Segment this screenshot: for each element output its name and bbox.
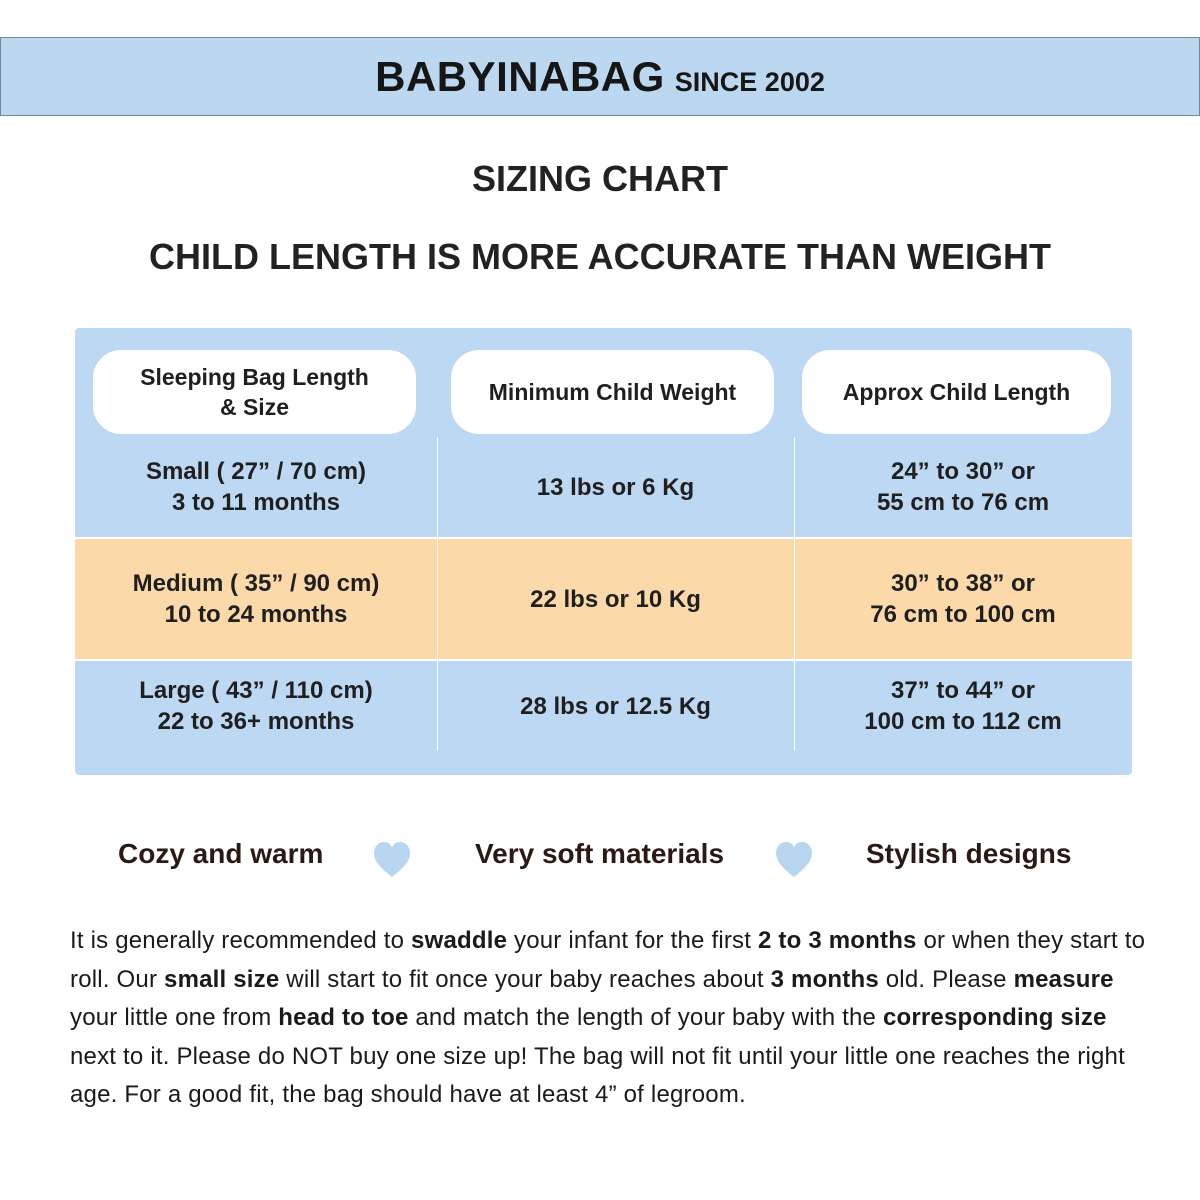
feature-cozy: Cozy and warm (118, 838, 324, 869)
advice-emphasis: small size (164, 965, 280, 993)
advice-text: your little one from (70, 1004, 279, 1031)
advice-emphasis: corresponding size (882, 1004, 1107, 1031)
table-row-medium (75, 539, 1132, 659)
advice-text: next to it. Please do NOT buy one size up! The bag will not fit until your little one reaches the right age. For a good fit, the bag should have at least 4” of legroom. (70, 1042, 1125, 1108)
advice-emphasis: 3 months (770, 965, 879, 993)
advice-text: and match the length of your baby with the (408, 1004, 883, 1031)
weight-value: 28 lbs or 12.5 Kg (520, 692, 711, 720)
advice-text: your infant for the first (507, 927, 758, 954)
feature-stylish: Stylish designs (866, 838, 1072, 869)
length-inches: 24” to 30” or (890, 458, 1036, 485)
advice-emphasis: 2 to 3 months (757, 927, 917, 954)
heart-icon (774, 840, 814, 880)
age-range: 3 to 11 months (171, 489, 341, 516)
header-length (802, 350, 1111, 434)
weight-value: 13 lbs or 6 Kg (536, 473, 695, 501)
column-divider (794, 437, 795, 751)
cell-length (794, 661, 1132, 751)
advice-emphasis: measure (1013, 965, 1114, 993)
length-cm: 55 cm to 76 cm (876, 489, 1050, 516)
cell-weight (437, 661, 794, 751)
length-cm: 76 cm to 100 cm (870, 601, 1056, 628)
cell-length (794, 437, 1132, 537)
header-size-line2: & Size (219, 394, 289, 420)
size-label: Medium ( 35” / 90 cm) (132, 570, 380, 597)
advice-emphasis: head to toe (278, 1004, 409, 1031)
header-size (93, 350, 416, 434)
advice-emphasis: swaddle (411, 927, 508, 954)
sizing-chart-title: SIZING CHART (472, 158, 728, 199)
cell-weight (437, 437, 794, 537)
size-label: Small ( 27” / 70 cm) (145, 458, 367, 485)
column-divider (437, 437, 438, 751)
cell-weight (437, 539, 794, 659)
brand-banner (0, 37, 1200, 116)
age-range: 10 to 24 months (164, 601, 348, 628)
table-row-small (75, 437, 1132, 537)
header-length-label: Approx Child Length (842, 379, 1071, 405)
header-size-line1: Sleeping Bag Length (140, 364, 369, 390)
feature-soft: Very soft materials (475, 838, 725, 869)
advice-text: or when they start to roll. Our (70, 927, 1146, 993)
length-inches: 37” to 44” or (890, 677, 1036, 704)
brand-since: SINCE 2002 (674, 67, 825, 97)
advice-text: It is generally recommended to (70, 927, 412, 954)
length-cm: 100 cm to 112 cm (864, 708, 1062, 735)
size-label: Large ( 43” / 110 cm) (139, 677, 373, 704)
brand-name: BABYINABAG (375, 52, 665, 100)
sizing-table (75, 328, 1132, 775)
weight-value: 22 lbs or 10 Kg (530, 585, 701, 613)
header-weight-label: Minimum Child Weight (488, 379, 737, 405)
cell-size (75, 437, 437, 537)
cell-length (794, 539, 1132, 659)
length-inches: 30” to 38” or (890, 570, 1036, 597)
sizing-advice (70, 922, 1150, 1115)
cell-size (75, 661, 437, 751)
cell-size (75, 539, 437, 659)
advice-text: old. Please (878, 965, 1014, 993)
header-weight (451, 350, 774, 434)
accuracy-note: CHILD LENGTH IS MORE ACCURATE THAN WEIGHT (149, 236, 1051, 277)
heart-icon (372, 840, 412, 880)
feature-strip (0, 838, 1200, 882)
table-row-large (75, 661, 1132, 751)
advice-text: will start to fit once your baby reaches about (279, 965, 771, 993)
age-range: 22 to 36+ months (157, 708, 355, 735)
